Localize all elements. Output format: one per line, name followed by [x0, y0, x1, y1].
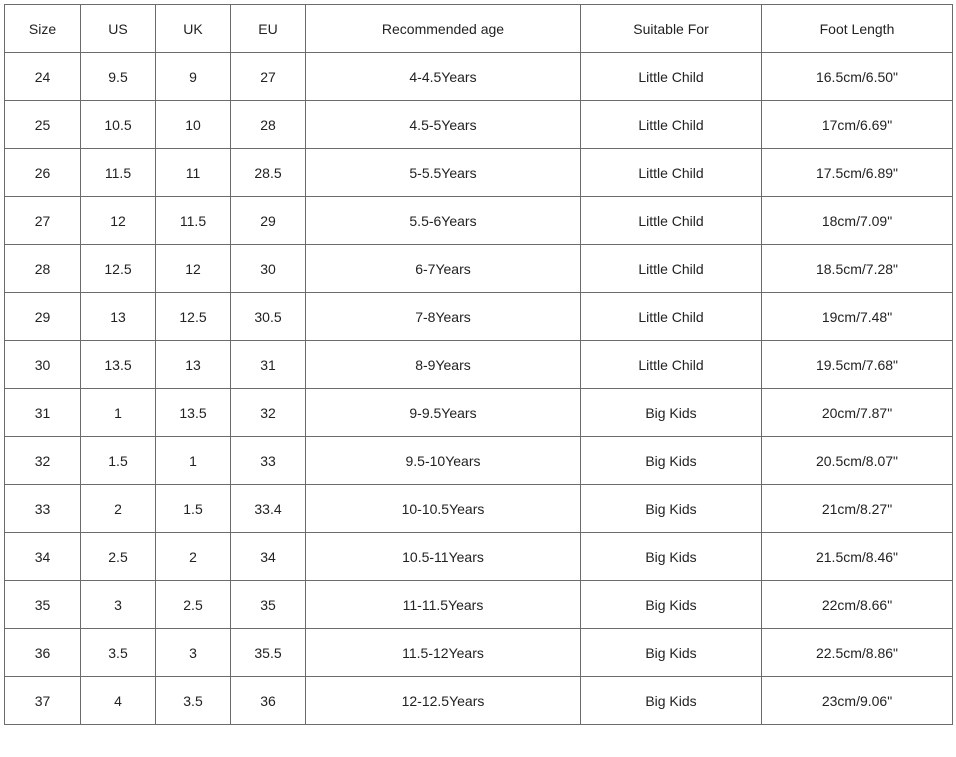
- cell-size: 26: [5, 149, 81, 197]
- cell-us: 13: [81, 293, 156, 341]
- cell-size: 24: [5, 53, 81, 101]
- table-row: [5, 197, 953, 245]
- cell-size: 30: [5, 341, 81, 389]
- cell-suitable-for: Little Child: [581, 101, 762, 149]
- cell-suitable-for: Little Child: [581, 197, 762, 245]
- cell-eu: 29: [231, 197, 306, 245]
- table-row: [5, 485, 953, 533]
- cell-recommended-age: 7-8Years: [306, 293, 581, 341]
- size-chart-table: [4, 4, 953, 725]
- cell-foot-length: 21.5cm/8.46": [762, 533, 953, 581]
- cell-eu: 28: [231, 101, 306, 149]
- cell-us: 3.5: [81, 629, 156, 677]
- cell-suitable-for: Big Kids: [581, 437, 762, 485]
- cell-eu: 30.5: [231, 293, 306, 341]
- cell-eu: 32: [231, 389, 306, 437]
- cell-uk: 11: [156, 149, 231, 197]
- cell-foot-length: 22.5cm/8.86": [762, 629, 953, 677]
- cell-recommended-age: 11-11.5Years: [306, 581, 581, 629]
- cell-recommended-age: 5.5-6Years: [306, 197, 581, 245]
- cell-size: 25: [5, 101, 81, 149]
- table-row: [5, 293, 953, 341]
- table-row: [5, 53, 953, 101]
- cell-foot-length: 21cm/8.27": [762, 485, 953, 533]
- cell-uk: 2: [156, 533, 231, 581]
- cell-recommended-age: 4-4.5Years: [306, 53, 581, 101]
- table-row: [5, 677, 953, 725]
- cell-foot-length: 18.5cm/7.28": [762, 245, 953, 293]
- cell-size: 31: [5, 389, 81, 437]
- cell-uk: 13.5: [156, 389, 231, 437]
- cell-recommended-age: 9.5-10Years: [306, 437, 581, 485]
- cell-us: 3: [81, 581, 156, 629]
- table-row: [5, 245, 953, 293]
- header-us: US: [81, 5, 156, 53]
- cell-eu: 28.5: [231, 149, 306, 197]
- cell-foot-length: 17.5cm/6.89": [762, 149, 953, 197]
- cell-eu: 36: [231, 677, 306, 725]
- cell-foot-length: 23cm/9.06": [762, 677, 953, 725]
- cell-us: 12.5: [81, 245, 156, 293]
- table-row: [5, 533, 953, 581]
- cell-eu: 27: [231, 53, 306, 101]
- table-row: [5, 101, 953, 149]
- cell-eu: 30: [231, 245, 306, 293]
- cell-suitable-for: Little Child: [581, 293, 762, 341]
- cell-size: 36: [5, 629, 81, 677]
- cell-us: 9.5: [81, 53, 156, 101]
- cell-size: 28: [5, 245, 81, 293]
- cell-recommended-age: 9-9.5Years: [306, 389, 581, 437]
- cell-uk: 11.5: [156, 197, 231, 245]
- cell-us: 2.5: [81, 533, 156, 581]
- cell-uk: 12.5: [156, 293, 231, 341]
- header-uk: UK: [156, 5, 231, 53]
- cell-eu: 35.5: [231, 629, 306, 677]
- cell-uk: 2.5: [156, 581, 231, 629]
- header-eu: EU: [231, 5, 306, 53]
- cell-foot-length: 16.5cm/6.50": [762, 53, 953, 101]
- cell-recommended-age: 6-7Years: [306, 245, 581, 293]
- cell-uk: 12: [156, 245, 231, 293]
- cell-eu: 35: [231, 581, 306, 629]
- cell-size: 27: [5, 197, 81, 245]
- cell-uk: 10: [156, 101, 231, 149]
- cell-us: 12: [81, 197, 156, 245]
- cell-us: 10.5: [81, 101, 156, 149]
- cell-suitable-for: Little Child: [581, 341, 762, 389]
- table-row: [5, 629, 953, 677]
- cell-size: 29: [5, 293, 81, 341]
- cell-eu: 31: [231, 341, 306, 389]
- cell-eu: 33.4: [231, 485, 306, 533]
- cell-suitable-for: Big Kids: [581, 485, 762, 533]
- table-row: [5, 437, 953, 485]
- cell-uk: 3: [156, 629, 231, 677]
- header-foot-length: Foot Length: [762, 5, 953, 53]
- cell-us: 4: [81, 677, 156, 725]
- table-row: [5, 389, 953, 437]
- cell-size: 32: [5, 437, 81, 485]
- cell-size: 34: [5, 533, 81, 581]
- cell-recommended-age: 10-10.5Years: [306, 485, 581, 533]
- cell-foot-length: 19.5cm/7.68": [762, 341, 953, 389]
- cell-suitable-for: Little Child: [581, 149, 762, 197]
- cell-foot-length: 19cm/7.48": [762, 293, 953, 341]
- table-row: [5, 581, 953, 629]
- cell-foot-length: 18cm/7.09": [762, 197, 953, 245]
- cell-us: 2: [81, 485, 156, 533]
- cell-us: 1: [81, 389, 156, 437]
- cell-eu: 33: [231, 437, 306, 485]
- cell-foot-length: 20cm/7.87": [762, 389, 953, 437]
- cell-recommended-age: 8-9Years: [306, 341, 581, 389]
- cell-recommended-age: 5-5.5Years: [306, 149, 581, 197]
- cell-recommended-age: 10.5-11Years: [306, 533, 581, 581]
- cell-suitable-for: Big Kids: [581, 677, 762, 725]
- cell-uk: 3.5: [156, 677, 231, 725]
- cell-uk: 13: [156, 341, 231, 389]
- cell-foot-length: 20.5cm/8.07": [762, 437, 953, 485]
- cell-size: 33: [5, 485, 81, 533]
- cell-uk: 9: [156, 53, 231, 101]
- table-row: [5, 341, 953, 389]
- header-row: [5, 5, 953, 53]
- cell-recommended-age: 12-12.5Years: [306, 677, 581, 725]
- cell-us: 1.5: [81, 437, 156, 485]
- size-chart-body: [5, 53, 953, 725]
- cell-recommended-age: 4.5-5Years: [306, 101, 581, 149]
- cell-us: 13.5: [81, 341, 156, 389]
- cell-size: 35: [5, 581, 81, 629]
- table-row: [5, 149, 953, 197]
- cell-size: 37: [5, 677, 81, 725]
- header-suitable-for: Suitable For: [581, 5, 762, 53]
- cell-us: 11.5: [81, 149, 156, 197]
- size-chart-header: [5, 5, 953, 53]
- cell-suitable-for: Little Child: [581, 245, 762, 293]
- cell-recommended-age: 11.5-12Years: [306, 629, 581, 677]
- cell-uk: 1.5: [156, 485, 231, 533]
- header-recommended-age: Recommended age: [306, 5, 581, 53]
- cell-suitable-for: Little Child: [581, 53, 762, 101]
- cell-foot-length: 22cm/8.66": [762, 581, 953, 629]
- cell-suitable-for: Big Kids: [581, 629, 762, 677]
- header-size: Size: [5, 5, 81, 53]
- cell-foot-length: 17cm/6.69": [762, 101, 953, 149]
- cell-suitable-for: Big Kids: [581, 533, 762, 581]
- cell-eu: 34: [231, 533, 306, 581]
- cell-suitable-for: Big Kids: [581, 581, 762, 629]
- cell-uk: 1: [156, 437, 231, 485]
- cell-suitable-for: Big Kids: [581, 389, 762, 437]
